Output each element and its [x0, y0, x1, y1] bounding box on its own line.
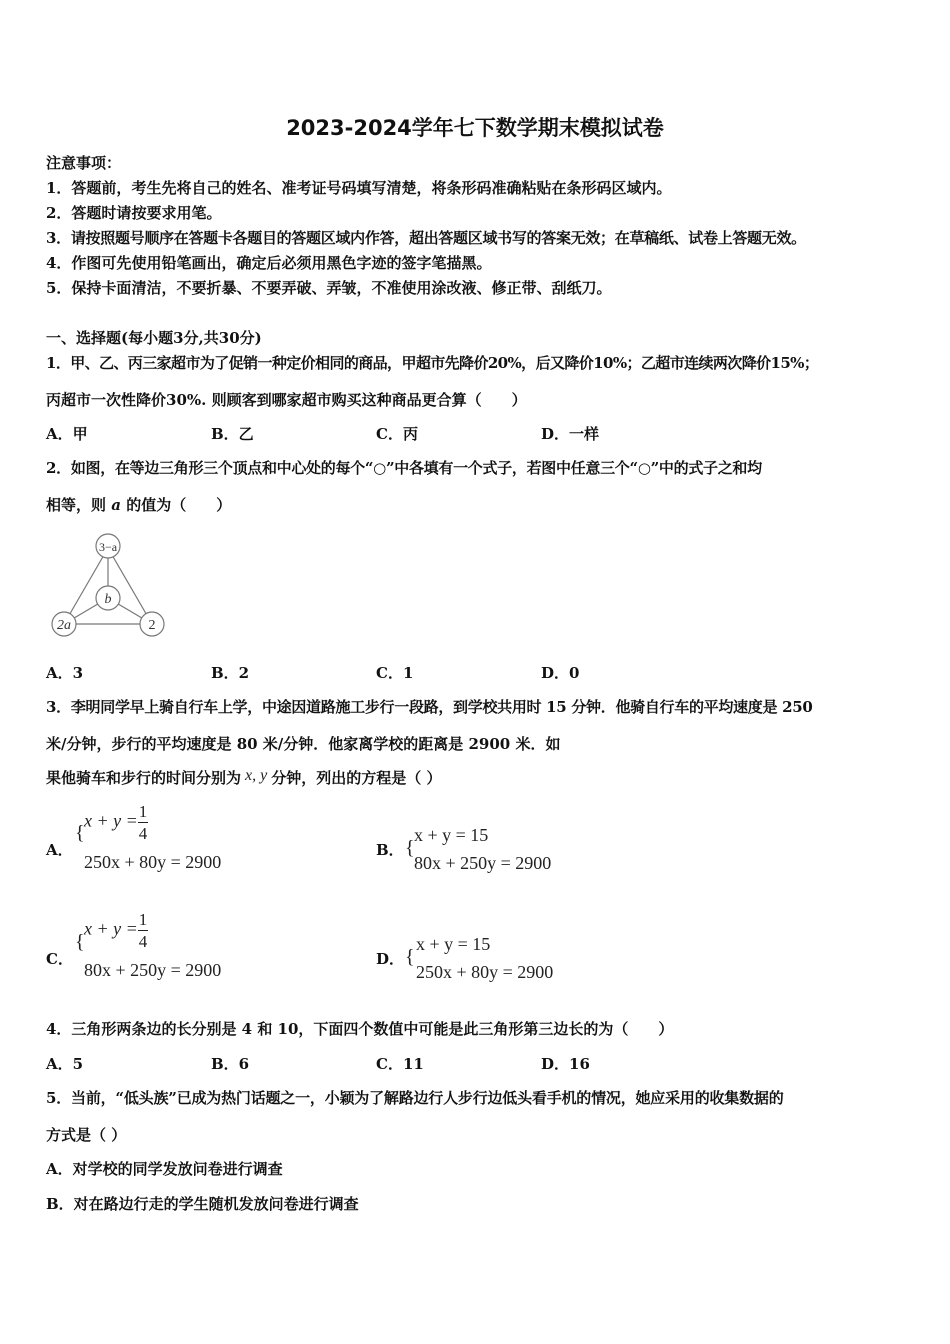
brace-icon: { — [75, 931, 85, 953]
q1-option-c: C．丙 — [376, 425, 418, 443]
q5-text-line1: 5．当前，“低头族”已成为热门话题之一，小颖为了解路边行人步行边低头看手机的情况，她应采用的收集数据的 — [46, 1089, 784, 1107]
q1-text-line1: 1．甲、乙、丙三家超市为了促销一种定价相同的商品，甲超市先降价20%，后又降价10%；乙超市连续两次降价15%； — [46, 354, 819, 372]
q3-option-a-eq2: 250x + 80y = 2900 — [84, 852, 222, 872]
q3-text-line1: 3．李明同学早上骑自行车上学，中途因道路施工步行一段路，到学校共用时 15 分钟．他骑自行车的平均速度是 250 — [46, 698, 813, 716]
q2-option-c: C．1 — [376, 664, 414, 682]
q1-option-b: B．乙 — [211, 425, 254, 443]
q3-text-line2: 米/分钟，步行的平均速度是 80 米/分钟．他家离学校的距离是 2900 米．如 — [46, 735, 561, 753]
q3-option-c-label: C． — [46, 950, 73, 968]
brace-icon: { — [405, 946, 415, 968]
center-label: b — [104, 592, 112, 607]
notice-item: 3．请按照题号顺序在答题卡各题目的答题区域内作答，超出答题区域书写的答案无效；在草稿纸、试卷上答题无效。 — [46, 229, 806, 247]
q3-option-b-label: B． — [376, 841, 404, 859]
q4-text: 4．三角形两条边的长分别是 4 和 10，下面四个数值中可能是此三角形第三边长的为（ ） — [46, 1020, 674, 1038]
q3-option-d-eq1: x + y = 15 — [416, 934, 491, 954]
q3-option-d-label: D． — [376, 950, 405, 968]
exam-title: 2023-2024学年七下数学期末模拟试卷 — [286, 116, 664, 140]
q3-option-a-label: A． — [46, 841, 73, 859]
notice-item: 5．保持卡面清洁，不要折暴、不要弄破、弄皱，不准使用涂改液、修正带、刮纸刀。 — [46, 279, 612, 297]
q3-option-d-eq2: 250x + 80y = 2900 — [416, 962, 554, 982]
left-label: 2a — [57, 618, 71, 633]
q3-text-line3: 果他骑车和步行的时间分别为 x, y 分钟，列出的方程是（ ） — [46, 767, 442, 787]
q2-text-line2: 相等，则 a 的值为（ ） — [46, 496, 232, 514]
q4-option-a: A．5 — [46, 1055, 84, 1073]
brace-icon: { — [75, 822, 85, 844]
q1-option-a: A．甲 — [46, 425, 88, 443]
q2-text-line1: 2．如图，在等边三角形三个顶点和中心处的每个“○”中各填有一个式子，若图中任意三个“○”中的式子之和均 — [46, 459, 762, 477]
notice-item: 2．答题时请按要求用笔。 — [46, 204, 222, 222]
q3-option-c-eq1: x + y = $\frac{1}{4}$ — [84, 910, 148, 951]
q2-variable-a: a — [111, 496, 121, 514]
brace-icon: { — [405, 837, 415, 859]
q5-option-b: B．对在路边行走的学生随机发放问卷进行调查 — [46, 1195, 359, 1213]
q4-option-b: B．6 — [211, 1055, 250, 1073]
q1-option-d: D．一样 — [541, 425, 600, 443]
q4-option-c: C．11 — [376, 1055, 424, 1073]
q3-option-c-eq2: 80x + 250y = 2900 — [84, 960, 222, 980]
triangle-figure — [44, 532, 172, 644]
notice-heading: 注意事项： — [46, 154, 122, 172]
section-heading: 一、选择题(每小题3分,共30分) — [46, 329, 262, 347]
q3-variables: x, y — [245, 767, 268, 784]
top-label: 3−a — [98, 540, 118, 554]
q3-option-b-eq1: x + y = 15 — [414, 825, 489, 845]
q3-option-a-eq1: x + y = $\frac{1}{4}$ — [84, 802, 148, 843]
q5-text-line2: 方式是（ ） — [46, 1126, 127, 1144]
q4-option-d: D．16 — [541, 1055, 590, 1073]
right-label: 2 — [148, 618, 156, 633]
q1-text-line2: 丙超市一次性降价30%. 则顾客到哪家超市购买这种商品更合算（ ） — [46, 391, 527, 409]
q5-option-a: A．对学校的同学发放问卷进行调查 — [46, 1160, 283, 1178]
q2-option-b: B．2 — [211, 664, 250, 682]
notice-item: 1．答题前，考生先将自己的姓名、准考证号码填写清楚，将条形码准确粘贴在条形码区域内。 — [46, 179, 672, 197]
notice-item: 4．作图可先使用铅笔画出，确定后必须用黑色字迹的签字笔描黑。 — [46, 254, 492, 272]
q2-option-a: A．3 — [46, 664, 84, 682]
q3-option-b-eq2: 80x + 250y = 2900 — [414, 853, 552, 873]
q2-option-d: D．0 — [541, 664, 580, 682]
